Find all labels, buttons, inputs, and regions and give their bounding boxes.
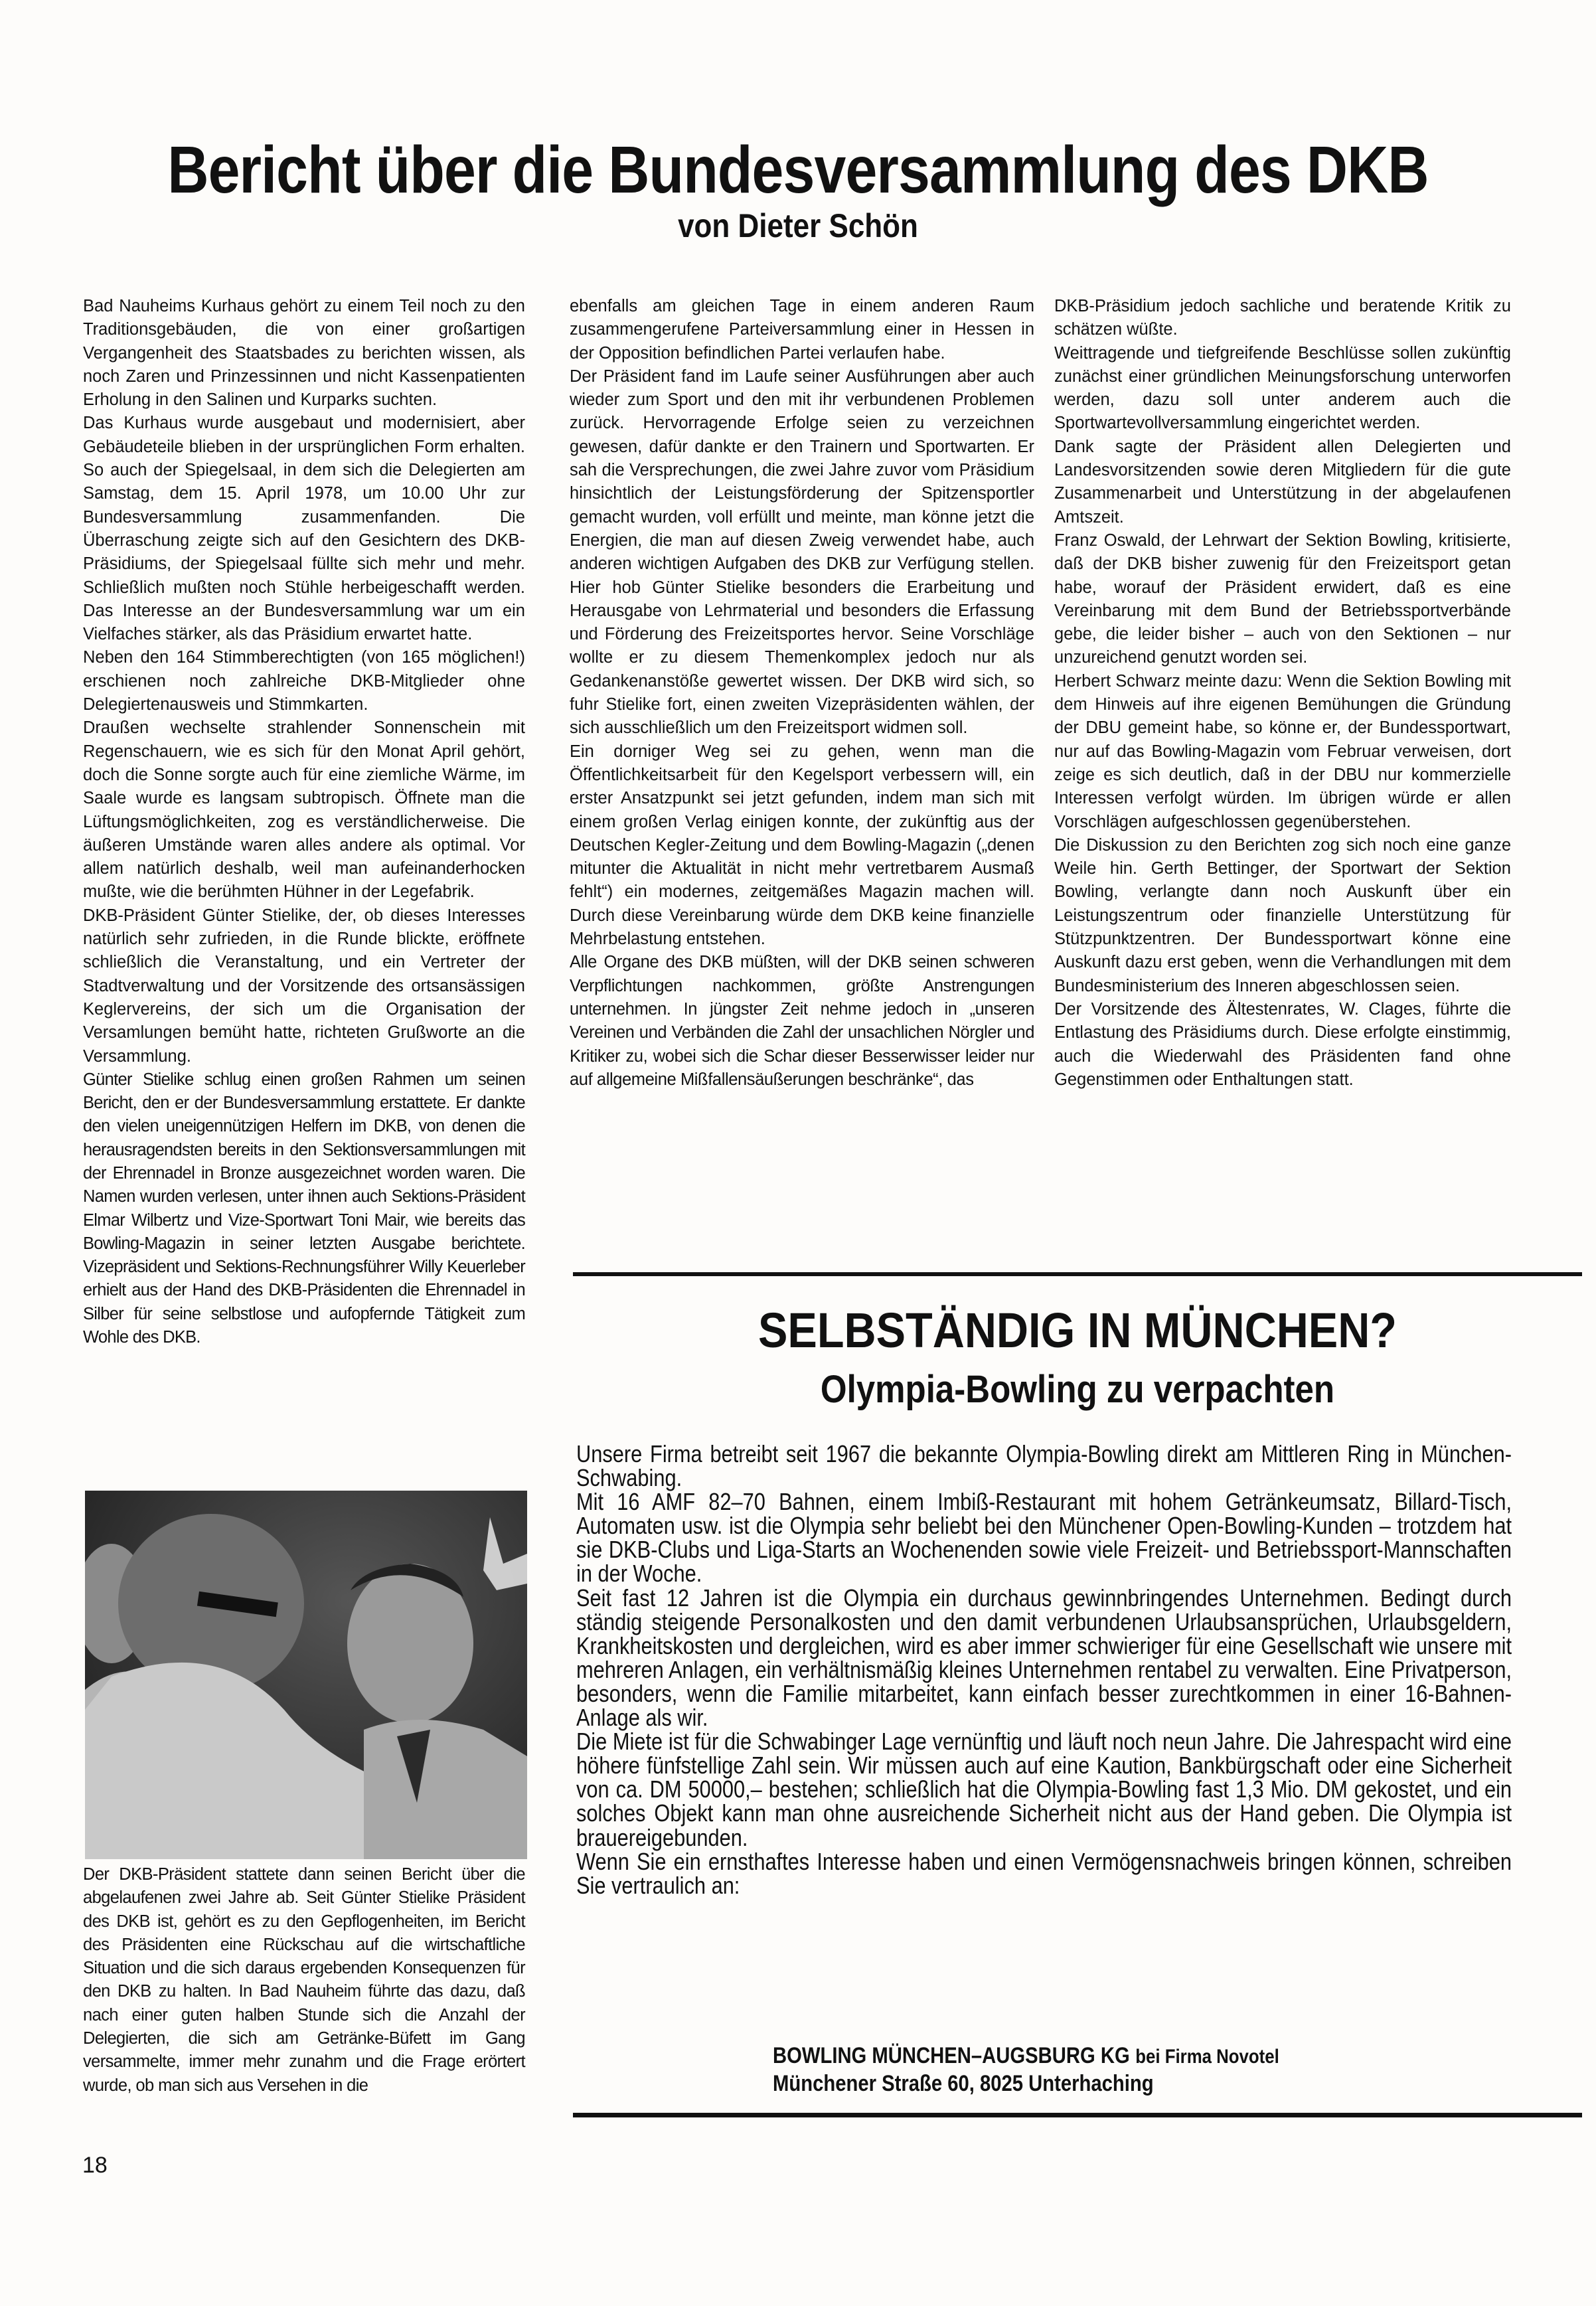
paragraph: DKB-Präsidium jedoch sachliche und beratende Kritik zu schätzen wüßte. [1054, 297, 1511, 339]
paragraph: Der Präsident fand im Laufe seiner Ausführungen aber auch wieder zum Sport und den mit ihr verbundenen Problemen zurück. Hervorragende Erfolge seien zu verzeichnen gewesen, dafür dankte er den Trainern und Sportwarten. Er sah die Versprechungen, die zwei Jahre zuvor vom Präsidium hinsichtlich der Leistungsförderung der Spitzensportler gemacht wurden, voll erfüllt und meinte, man könne jetzt die Energien, die man auf diesen Zweig verwendet habe, auch anderen wichtigen Aufgaben des DKB zur Verfügung stellen. Hier hob Günter Stielike besonders die Erarbeitung und Herausgabe von Lehrmaterial und besonders die Erfassung und Förderung des Freizeitsportes hervor. Seine Vorschläge wollte er zu diesem Themenkomplex jedoch nur als Gedankenanstöße gewertet wissen. Der DKB wird sich, so fuhr Stielike fort, einen zweiten Vizepräsidenten wählen, der sich ausschließlich um den Freizeitsport widmen soll. [570, 367, 1034, 738]
paragraph: Weittragende und tiefgreifende Beschlüsse sollen zukünftig zunächst einer gründlichen Meinungsforschung unterworfen werden, dazu soll unter anderem auch die Sportwartevollversammlung eingerichtet werden. [1054, 343, 1511, 433]
advertisement-headline: SELBSTÄNDIG IN MÜNCHEN? [758, 1303, 1397, 1358]
paragraph: Neben den 164 Stimmberechtigten (von 165 möglichen!) erschienen noch zahlreiche DKB-Mitglieder ohne Delegiertenausweis und Stimmkarten. [83, 648, 525, 714]
article-photo [85, 1491, 527, 1859]
contact-company: BOWLING MÜNCHEN–AUGSBURG KG [773, 2043, 1130, 2068]
paragraph: Das Kurhaus wurde ausgebaut und modernisiert, aber Gebäudeteile blieben in der ursprünglichen Form erhalten. So auch der Spiegelsaal, in dem sich die Delegierten am Samstag, dem 15. April 1978, um 10.00 Uhr zur Bundesversammlung zusammenfanden. Die Überraschung zeigte sich auf den Gesichtern des DKB-Präsidiums, der Spiegelsaal füllte sich mehr und mehr. Schließlich mußten noch Stühle herbeigeschafft werden. Das Interesse an der Bundesversammlung war um ein Vielfaches stärker, als das Präsidium erwartet hatte. [83, 414, 525, 644]
article-column-1 [83, 295, 525, 1349]
paragraph: Herbert Schwarz meinte dazu: Wenn die Sektion Bowling mit dem Hinweis auf ihre eigenen Bemühungen die Gründung der DBU gemeint habe, so könne er, der Bundessportwart, nur auf das Bowling-Magazin vom Februar verweisen, dort zeige es sich deutlich, daß in der DBU nur kommerzielle Interessen verfolgt würden. Im übrigen würde er allen Vorschlägen aufgeschlossen gegenüberstehen. [1054, 671, 1511, 831]
article-byline: von Dieter Schön [678, 207, 918, 244]
paragraph: Die Miete ist für die Schwabinger Lage vernünftig und läuft noch neun Jahre. Die Jahrespacht wird eine höhere fünfstellige Zahl sein. Wir müssen auch auf eine Kaution, Bankbürgschaft oder eine Sicherheit von ca. DM 50000,– bestehen; schließlich hat die Olympia-Bowling fast 1,3 Mio. DM gekostet, und ein solches Objekt kann man ohne ausreichende Sicherheit nicht aus der Hand geben. Die Olympia ist brauereigebunden. [576, 1728, 1512, 1851]
page-number: 18 [82, 2153, 108, 2178]
photo-illustration [85, 1491, 527, 1859]
column-1-continuation [83, 1863, 525, 2098]
paragraph: Draußen wechselte strahlender Sonnenschein mit Regenschauern, wie es sich für den Monat April gehört, doch die Sonne sorgte auch für eine ziemliche Wärme, im Saale wurde es langsam subtropisch. Öffnete man die Lüftungsmöglichkeiten, zog es verständlicherweise. Die äußeren Umstände waren alles andere als optimal. Vor allem natürlich deshalb, weil man aufeinanderhocken mußte, wie die berühmten Hühner in der Legefabrik. [83, 718, 525, 902]
paragraph: Dank sagte der Präsident allen Delegierten und Landesvorsitzenden sowie deren Mitgliedern für die gute Zusammenarbeit und Unterstützung in der abgelaufenen Amtszeit. [1054, 437, 1511, 527]
contact-address: Münchener Straße 60, 8025 Unterhaching [773, 2071, 1154, 2096]
article-column-3 [1054, 295, 1511, 1092]
paragraph: Ein dorniger Weg sei zu gehen, wenn man die Öffentlichkeitsarbeit für den Kegelsport verbessern will, ein erster Ansatzpunkt sei jetzt gefunden, indem man sich mit einem großen Verlag einigen konnte, der zukünftig aus der Deutschen Kegler-Zeitung und dem Bowling-Magazin („denen mitunter die Aktualität in nicht mehr vertretbarem Ausmaß fehlt“) ein modernes, zeitgemäßes Magazin machen will. Durch diese Vereinbarung würde dem DKB keine finanzielle Mehrbelastung entstehen. [570, 742, 1034, 949]
advertisement-body [576, 1442, 1512, 1898]
paragraph: Franz Oswald, der Lehrwart der Sektion Bowling, kritisierte, daß der DKB bisher zuwenig für den Freizeitsport getan habe, worauf der Präsident erwidert, daß es eine Vereinbarung mit dem Bund der Betriebssportverbände gebe, die leider bisher – auch von den Sektionen – nur unzureichend genutzt worden sei. [1054, 531, 1511, 667]
article-title: Bericht über die Bundesversammlung des DKB [167, 133, 1429, 207]
paragraph: Der DKB-Präsident stattete dann seinen Bericht über die abgelaufenen zwei Jahre ab. Seit Günter Stielike Präsident des DKB ist, gehört es zu den Gepflogenheiten, im Bericht des Präsidenten eine Rückschau auf die wirtschaftliche Situation und die sich daraus ergebenden Konsequenzen für den DKB zu halten. In Bad Nauheim führte das dazu, daß nach einer guten halben Stunde sich die Anzahl der Delegierten, die sich am Getränke-Büfett im Gang versammelte, immer mehr zunahm und die Frage erörtert wurde, ob man sich aus Versehen in die [83, 1865, 525, 2095]
advertisement-subheadline: Olympia-Bowling zu verpachten [820, 1368, 1335, 1411]
article-column-2 [570, 295, 1034, 1092]
advertisement-bottom-divider [573, 2113, 1582, 2117]
advertisement-contact [773, 2042, 1279, 2097]
paragraph: Der Vorsitzende des Ältestenrates, W. Clages, führte die Entlastung des Präsidiums durch. Diese erfolgte einstimmig, auch die Wiederwahl des Präsidenten fand ohne Gegenstimmen oder Enthaltungen statt. [1054, 999, 1511, 1089]
paragraph: Unsere Firma betreibt seit 1967 die bekannte Olympia-Bowling direkt am Mittleren Ring in München-Schwabing. [576, 1440, 1512, 1492]
paragraph: ebenfalls am gleichen Tage in einem anderen Raum zusammengerufene Parteiversammlung einer in Hessen in der Opposition befindlichen Partei verlaufen habe. [570, 297, 1034, 363]
contact-care-of: bei Firma Novotel [1135, 2046, 1279, 2068]
paragraph: Alle Organe des DKB müßten, will der DKB seinen schweren Verpflichtungen nachkommen, größte Anstrengungen unternehmen. In jüngster Zeit nehme jedoch in „unseren Vereinen und Verbänden die Zahl der unsachlichen Nörgler und Kritiker zu, wobei sich die Schar dieser Besserwisser leider nur auf allgemeine Mißfallensäußerungen beschränke“, das [570, 953, 1034, 1089]
paragraph: Bad Nauheims Kurhaus gehört zu einem Teil noch zu den Traditionsgebäuden, die von einer großartigen Vergangenheit des Staatsbades zu berichten wissen, als noch Zaren und Prinzessinnen und nicht Kassenpatienten Erholung in den Salinen und Kurparks suchten. [83, 297, 525, 410]
paragraph: Wenn Sie ein ernsthaftes Interesse haben und einen Vermögensnachweis bringen können, schreiben Sie vertraulich an: [576, 1847, 1512, 1899]
paragraph: Mit 16 AMF 82–70 Bahnen, einem Imbiß-Restaurant mit hohem Getränkeumsatz, Billard-Tisch, Automaten usw. ist die Olympia sehr beliebt bei den Münchener Open-Bowling-Kunden – trotzdem hat sie DKB-Clubs und Liga-Starts an Wochenenden sowie viele Freizeit- und Betriebssport-Mannschaften in der Woche. [576, 1488, 1512, 1588]
paragraph: Günter Stielike schlug einen großen Rahmen um seinen Bericht, den er der Bundesversammlung erstattete. Er dankte den vielen uneigennützigen Helfern im DKB, von denen die herausragendsten bereits in den Sektionsversammlungen mit der Ehrennadel in Bronze ausgezeichnet worden waren. Die Namen wurden verlesen, unter ihnen auch Sektions-Präsident Elmar Wilbertz und Vize-Sportwart Toni Mair, wie bereits das Bowling-Magazin in seiner letzten Ausgabe berichtete. Vizepräsident und Sektions-Rechnungsführer Willy Keuerleber erhielt aus der Hand des DKB-Präsidenten die Ehrennadel in Silber für seine selbstlose und aufopfernde Tätigkeit zum Wohle des DKB. [83, 1070, 525, 1347]
paragraph: Die Diskussion zu den Berichten zog sich noch eine ganze Weile hin. Gerth Bettinger, der Sportwart der Sektion Bowling, verlangte dann noch Auskunft über ein Leistungszentrum oder finanzielle Unterstützung für Stützpunktzentren. Der Bundessportwart könne eine Auskunft dazu erst geben, wenn die Verhandlungen mit dem Bundesministerium des Inneren abgeschlossen seien. [1054, 835, 1511, 995]
advertisement-top-divider [573, 1272, 1582, 1276]
paragraph: Seit fast 12 Jahren ist die Olympia ein durchaus gewinnbringendes Unternehmen. Bedingt durch ständig steigende Personalkosten und den damit verbundenen Urlaubsansprüchen, Urlaubsgeldern, Krankheitskosten und dergleichen, wird es aber immer schwieriger für eine Gesellschaft wie unsere mit mehreren Anlagen, ein verhältnismäßig kleines Unternehmen rentabel zu verwalten. Eine Privatperson, besonders, wenn die Familie mitarbeitet, kann einfach besser zurechtkommen in einer 16-Bahnen-Anlage als wir. [576, 1584, 1512, 1732]
paragraph: DKB-Präsident Günter Stielike, der, ob dieses Interesses natürlich sehr zufrieden, in die Runde blickte, eröffnete schließlich die Veranstaltung, und ein Vertreter der Stadtverwaltung und der Vorsitzende des ortsansässigen Keglervereins, der sich um die Organisation der Versamlungen bemüht hatte, richteten Grußworte an die Versammlung. [83, 906, 525, 1066]
